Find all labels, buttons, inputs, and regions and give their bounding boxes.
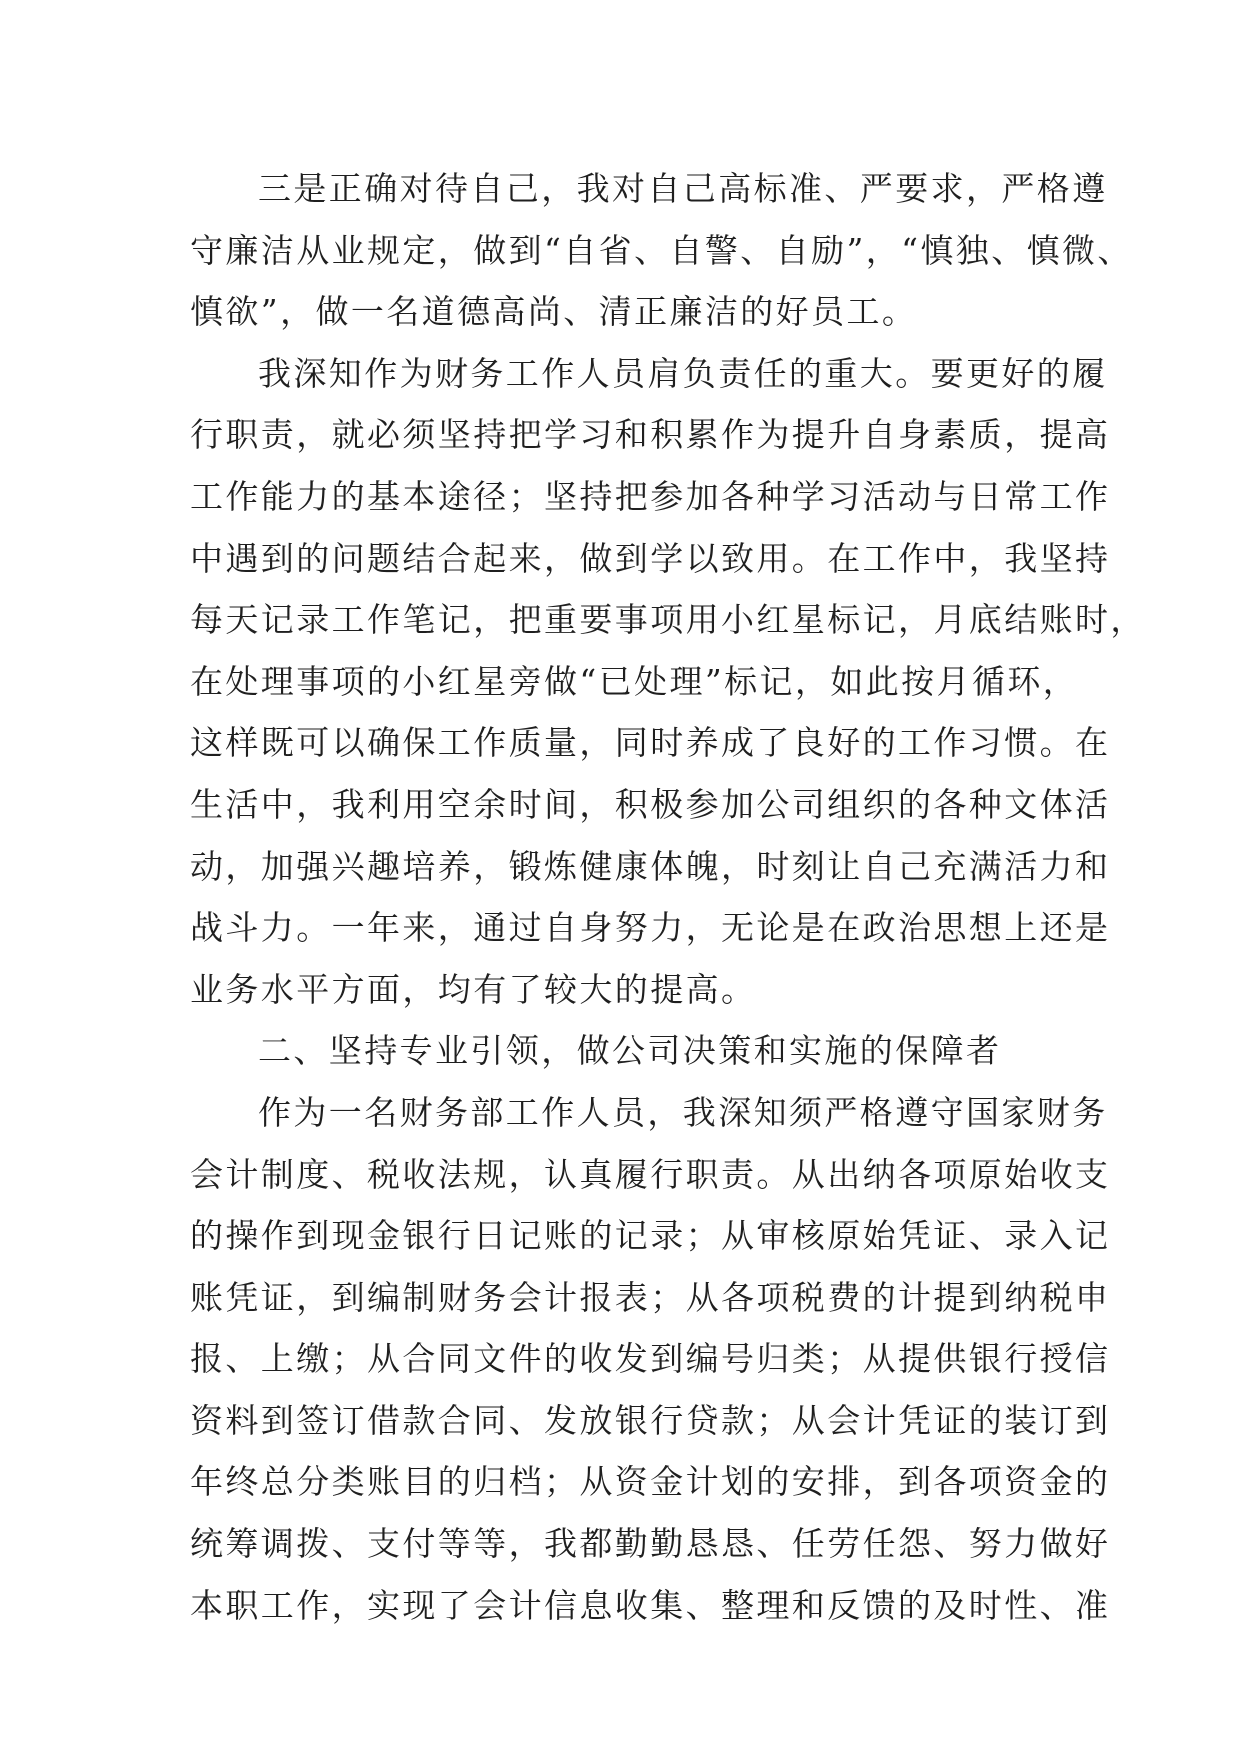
text-line: 统筹调拨、支付等等，我都勤勤恳恳、任劳任怨、努力做好: [190, 1524, 1111, 1564]
text-line: 中遇到的问题结合起来，做到学以致用。在工作中，我坚持: [190, 538, 1111, 578]
text-line: 业务水平方面，均有了较大的提高。: [190, 969, 757, 1009]
text-line: 在处理事项的小红星旁做“已处理”标记，如此按月循环，: [190, 661, 1079, 701]
text-line: 作为一名财务部工作人员，我深知须严格遵守国家财务: [258, 1092, 1108, 1132]
text-line: 工作能力的基本途径；坚持把参加各种学习活动与日常工作: [190, 476, 1111, 516]
text-line: 我深知作为财务工作人员肩负责任的重大。要更好的履: [258, 353, 1108, 393]
text-line: 三是正确对待自己，我对自己高标准、严要求，严格遵: [258, 169, 1108, 208]
text-line: 动，加强兴趣培养，锻炼健康体魄，时刻让自己充满活力和: [190, 846, 1111, 886]
text-line: 会计制度、税收法规，认真履行职责。从出纳各项原始收支: [190, 1154, 1111, 1194]
text-line: 战斗力。一年来，通过自身努力，无论是在政治思想上还是: [190, 908, 1111, 948]
text-line: 年终总分类账目的归档；从资金计划的安排，到各项资金的: [190, 1462, 1111, 1502]
text-line: 资料到签订借款合同、发放银行贷款；从会计凭证的装订到: [190, 1400, 1111, 1440]
document-body: [190, 158, 1146, 1636]
text-line: 报、上缴；从合同文件的收发到编号归类；从提供银行授信: [190, 1339, 1111, 1379]
text-line: 行职责，就必须坚持把学习和积累作为提升自身素质，提高: [190, 415, 1111, 455]
text-line: 每天记录工作笔记，把重要事项用小红星标记，月底结账时，: [190, 600, 1146, 640]
text-line: 生活中，我利用空余时间，积极参加公司组织的各种文体活: [190, 784, 1111, 824]
text-line: 的操作到现金银行日记账的记录；从审核原始凭证、录入记: [190, 1216, 1111, 1256]
text-line: 这样既可以确保工作质量，同时养成了良好的工作习惯。在: [190, 723, 1111, 763]
section-heading: 二、坚持专业引领，做公司决策和实施的保障者: [258, 1031, 1002, 1071]
text-line: 账凭证，到编制财务会计报表；从各项税费的计提到纳税申: [190, 1277, 1111, 1317]
text-line: 本职工作，实现了会计信息收集、整理和反馈的及时性、准: [190, 1585, 1111, 1625]
text-line: 守廉洁从业规定，做到“自省、自警、自励”，“慎独、慎微、: [190, 230, 1133, 270]
text-line: 慎欲”，做一名道德高尚、清正廉洁的好员工。: [190, 292, 918, 332]
